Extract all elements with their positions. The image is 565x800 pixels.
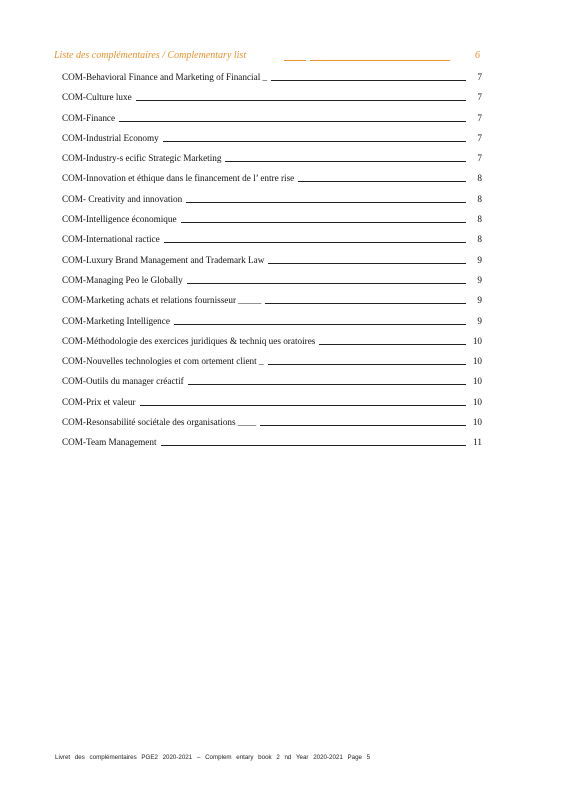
- toc-entry[interactable]: [62, 416, 482, 436]
- toc-entry-page-number: 8: [477, 173, 482, 184]
- toc-entry-label: COM-Intelligence économique: [62, 214, 177, 225]
- toc-entry-leader: [188, 375, 466, 385]
- toc-entry[interactable]: [62, 335, 482, 355]
- toc-entry-leader: [136, 91, 466, 101]
- toc-entry-leader: [119, 112, 466, 122]
- toc-entry-label: COM-Industrial Economy: [62, 132, 159, 143]
- toc-entry-leader: [181, 213, 466, 223]
- toc-entry[interactable]: [62, 274, 482, 294]
- toc-entry-label: COM-Marketing Intelligence: [62, 315, 170, 326]
- toc-entry-page-number: 10: [472, 417, 482, 428]
- toc-title-page-number: 6: [475, 50, 480, 61]
- toc-entry-leader: [161, 436, 466, 446]
- toc-list: [62, 71, 482, 457]
- toc-entry-label: COM-Behavioral Finance and Marketing of Financial _: [62, 72, 268, 82]
- toc-entry-label: COM-Nouvelles technologies et com ortement client _: [62, 356, 264, 367]
- toc-entry-page-number: 8: [477, 214, 482, 225]
- toc-entry[interactable]: [62, 152, 482, 172]
- toc-entry-label: COM-Resonsabilité sociétale des organisations ____: [62, 417, 257, 428]
- toc-entry-leader: [225, 152, 466, 162]
- toc-entry[interactable]: [62, 294, 482, 314]
- toc-entry-page-number: 8: [477, 193, 482, 204]
- toc-entry-label: COM-Finance: [62, 112, 116, 123]
- toc-entry[interactable]: [62, 91, 482, 111]
- toc-entry[interactable]: [62, 213, 482, 233]
- toc-entry-leader: [174, 315, 466, 325]
- toc-entry-page-number: 10: [472, 396, 482, 407]
- toc-entry-page-number: 9: [477, 295, 482, 306]
- toc-entry-label: COM-Prix et valeur: [62, 396, 136, 407]
- toc-entry-label: COM-Méthodologie des exercices juridiques & techniq ues oratoires: [62, 335, 316, 346]
- toc-entry-leader: [187, 274, 466, 284]
- toc-entry-page-number: 10: [472, 376, 482, 387]
- toc-entry-label: COM-Team Management: [62, 437, 157, 448]
- toc-entry-leader: [271, 71, 466, 81]
- toc-entry-label: COM-Industry-s ecific Strategic Marketing: [62, 153, 222, 164]
- toc-entry[interactable]: [62, 71, 482, 91]
- toc-entry-page-number: 8: [477, 234, 482, 245]
- toc-entry[interactable]: [62, 375, 482, 395]
- toc-header: [54, 50, 484, 64]
- toc-entry-label: COM- Creativity and innovation: [62, 193, 183, 204]
- toc-entry-leader: [319, 335, 466, 345]
- toc-entry-leader: [298, 172, 466, 182]
- toc-entry-page-number: 7: [477, 92, 482, 103]
- toc-entry-leader: [164, 233, 466, 243]
- toc-entry-leader: [163, 132, 466, 142]
- toc-entry[interactable]: [62, 355, 482, 375]
- toc-entry-leader: [268, 355, 466, 365]
- toc-entry-label: COM-Innovation et éthique dans le financement de l’ entre rise: [62, 173, 295, 184]
- toc-entry[interactable]: [62, 233, 482, 253]
- toc-entry[interactable]: [62, 172, 482, 192]
- title-leader-short: [284, 60, 306, 61]
- toc-entry[interactable]: [62, 396, 482, 416]
- toc-entry[interactable]: [62, 254, 482, 274]
- toc-entry-label: COM-Culture luxe: [62, 92, 132, 103]
- toc-entry-leader: [265, 294, 466, 304]
- toc-entry-page-number: 11: [473, 437, 482, 448]
- toc-entry[interactable]: [62, 193, 482, 213]
- toc-entry[interactable]: [62, 112, 482, 132]
- toc-entry-leader: [268, 254, 466, 264]
- toc-entry-page-number: 7: [477, 132, 482, 143]
- toc-entry-label: COM-Outils du manager créactif: [62, 376, 184, 387]
- title-leader-long: [310, 60, 450, 61]
- toc-entry-page-number: 9: [477, 315, 482, 326]
- toc-entry-page-number: 10: [472, 356, 482, 367]
- page-footer: Livret des complémentaires PGE2 2020-2021 – Complem entary book 2 nd Year 2020-2021 Page 5: [55, 754, 371, 761]
- toc-entry[interactable]: [62, 315, 482, 335]
- toc-entry-page-number: 7: [477, 112, 482, 123]
- toc-entry-label: COM-Managing Peo le Globally: [62, 274, 183, 285]
- toc-entry-label: COM-Luxury Brand Management and Trademark Law: [62, 254, 265, 265]
- toc-entry-label: COM-International ractice: [62, 234, 160, 245]
- toc-entry[interactable]: [62, 132, 482, 152]
- toc-entry-leader: [186, 193, 466, 203]
- toc-entry-page-number: 7: [477, 153, 482, 164]
- toc-entry-page-number: 9: [477, 274, 482, 285]
- toc-title: Liste des complémentaires / Complementary list: [54, 50, 247, 61]
- toc-entry-leader: [140, 396, 467, 406]
- toc-entry-page-number: 10: [472, 335, 482, 346]
- toc-entry-label: COM-Marketing achats et relations fournisseur _____: [62, 295, 262, 306]
- toc-entry[interactable]: [62, 436, 482, 456]
- toc-entry-page-number: 7: [477, 72, 482, 82]
- toc-entry-leader: [260, 416, 466, 426]
- toc-entry-page-number: 9: [477, 254, 482, 265]
